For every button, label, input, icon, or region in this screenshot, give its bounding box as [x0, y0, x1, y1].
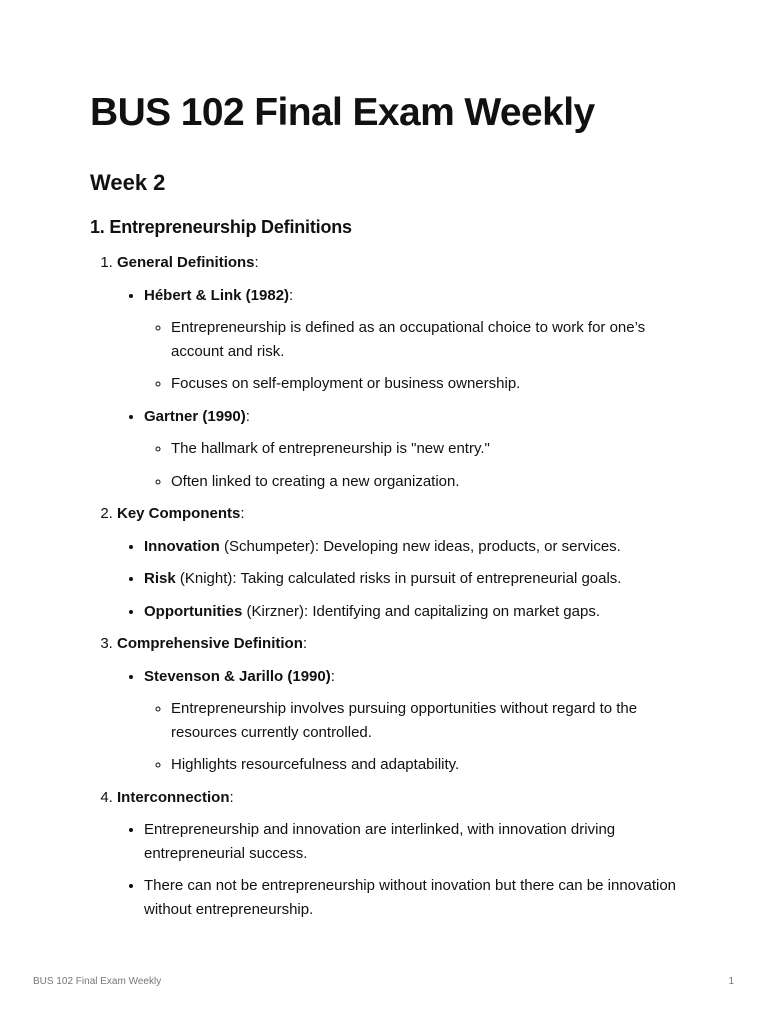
bullet-list	[117, 535, 690, 633]
item-label: Comprehensive Definition	[117, 635, 303, 652]
numbered-list	[90, 251, 690, 930]
bullet-list	[117, 284, 690, 503]
list-item-hebert-link: • Hébert & Link (1982): ◦ Entrepreneurship is defined as an occupational choice to work for one’s account and risk. ◦ Focuses on self-employment or business ownership.	[144, 284, 690, 405]
sub-label: Stevenson & Jarillo (1990)	[144, 667, 331, 685]
item-label: General Definitions	[117, 254, 255, 271]
list-item-interconnection: 4. Interconnection: • Entrepreneurship and innovation are interlinked, with innovation driving entrepreneurial success. • There can not be entrepreneurship without inovation but there can be innovation without entrepreneurship.	[117, 786, 690, 931]
bullet-list	[117, 818, 690, 930]
term-description: (Knight): Taking calculated risks in pursuit of entrepreneurial goals.	[175, 570, 622, 587]
term-description: (Kirzner): Identifying and capitalizing on market gaps.	[242, 602, 601, 620]
footer-title: BUS 102 Final Exam Weekly	[33, 976, 162, 987]
list-item-opportunities	[144, 600, 690, 633]
term: Innovation	[144, 537, 220, 555]
list-item: ◦ Entrepreneurship is defined as an occupational choice to work for one’s account and risk.	[171, 316, 690, 372]
list-item-key-components: 2. Key Components: • Innovation (Schumpeter): Developing new ideas, products, or services. • Risk (Knight): Taking calculated risks in pursuit of entrepreneurial goals. • Opportunities (Kirzner): Identifying and capitalizing on market gaps.	[117, 502, 690, 632]
section-heading: 1. Entrepreneurship Definitions	[90, 217, 352, 237]
list-item-risk	[144, 567, 690, 600]
sub-bullet-list	[144, 316, 690, 396]
list-item-innovation	[144, 535, 690, 568]
list-item-comprehensive-definition: 3. Comprehensive Definition: • Stevenson & Jarillo (1990): ◦ Entrepreneurship involves pursuing opportunities without regard to the resources currently controlled. ◦ Highlights resourcefulness and adaptability.	[117, 632, 690, 786]
item-label: Key Components	[117, 505, 241, 522]
list-item: ◦ Focuses on self-employment or business ownership.	[171, 372, 690, 396]
content-body	[90, 251, 690, 930]
page-number: 1	[728, 976, 734, 987]
sub-bullet-list	[144, 697, 690, 777]
bullet-list	[117, 665, 690, 786]
list-item-stevenson-jarillo: • Stevenson & Jarillo (1990): ◦ Entrepreneurship involves pursuing opportunities without regard to the resources currently controlled. ◦ Highlights resourcefulness and adaptability.	[144, 665, 690, 786]
week-heading: Week 2	[90, 170, 166, 195]
list-item: ◦ The hallmark of entrepreneurship is "new entry."	[171, 437, 690, 470]
sub-label: Hébert & Link (1982)	[144, 286, 290, 304]
term: Opportunities	[144, 602, 243, 620]
item-label: Interconnection	[117, 788, 230, 806]
list-item: ◦ Entrepreneurship involves pursuing opportunities without regard to the resources currently controlled.	[171, 697, 690, 753]
list-item: • Entrepreneurship and innovation are interlinked, with innovation driving entrepreneurial success.	[144, 818, 690, 874]
term-description: (Schumpeter): Developing new ideas, products, or services.	[219, 537, 621, 555]
sub-bullet-list	[144, 437, 690, 493]
term: Risk	[144, 570, 176, 587]
list-item: • There can not be entrepreneurship without inovation but there can be innovation without entrepreneurship.	[144, 874, 690, 930]
sub-label: Gartner (1990)	[144, 407, 246, 425]
document-title: BUS 102 Final Exam Weekly	[90, 91, 595, 134]
list-item-general-definitions: 1. General Definitions: • Hébert & Link (1982): ◦ Entrepreneurship is defined as an occupational choice to work for one’s account and risk. ◦ Focuses on self-employment or business ownership. • Gartner (1990): ◦ The hallmark of entrepreneurship is "new entry." ◦ Often linked to creating a new organization.	[117, 251, 690, 502]
list-item: ◦ Often linked to creating a new organization.	[171, 470, 690, 494]
list-item: ◦ Highlights resourcefulness and adaptability.	[171, 753, 690, 777]
list-item-gartner: • Gartner (1990): ◦ The hallmark of entrepreneurship is "new entry." ◦ Often linked to creating a new organization.	[144, 405, 690, 503]
